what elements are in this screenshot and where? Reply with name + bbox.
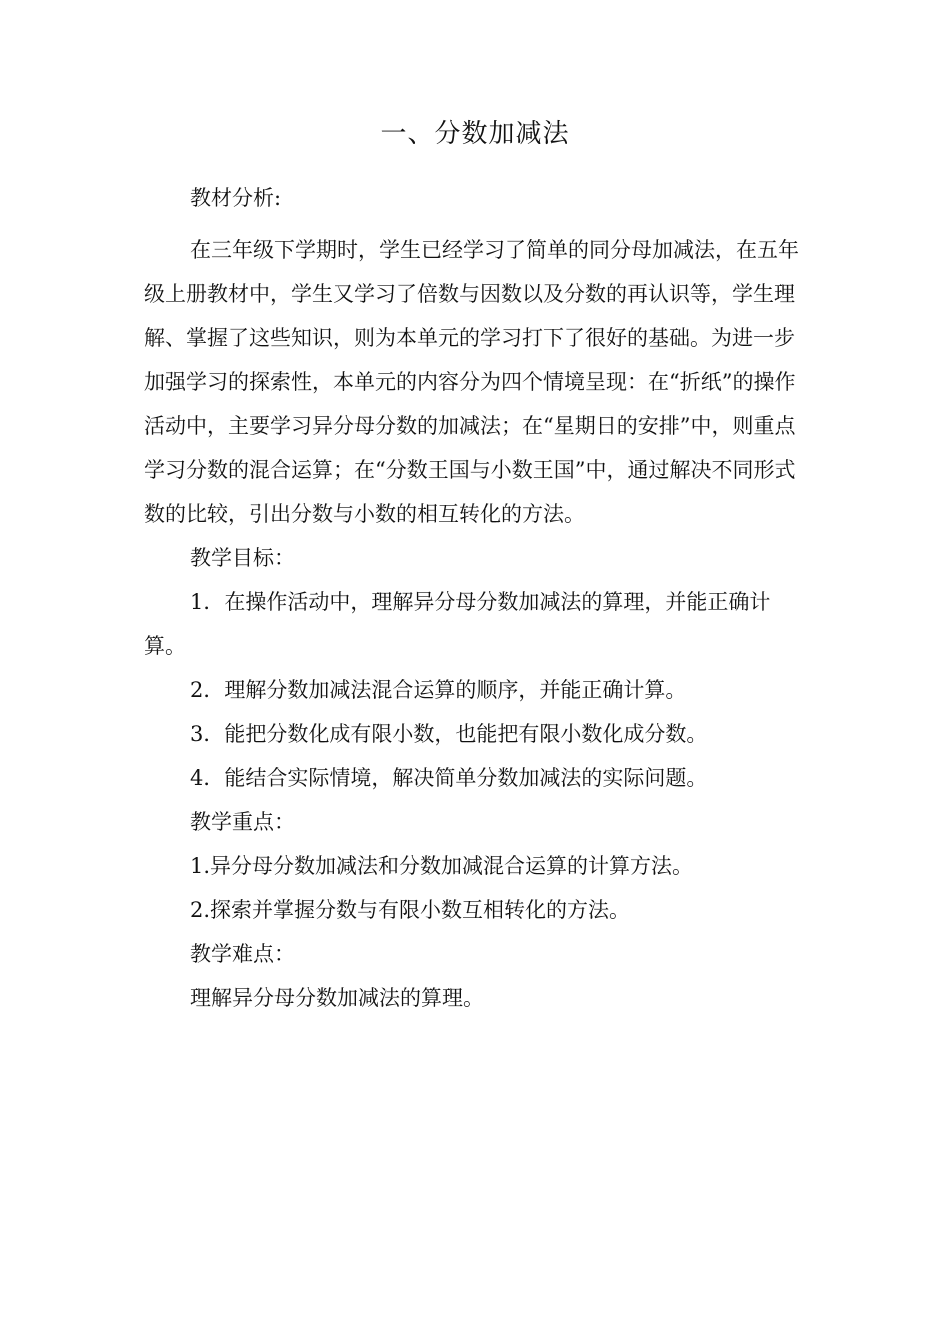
analysis-heading: 教材分析: xyxy=(190,186,282,210)
goals-heading: 教学目标： xyxy=(190,546,295,570)
goal-item-1: 1．在操作活动中，理解异分母分数加减法的算理，并能正确计算。 xyxy=(144,590,771,658)
goal-item-2: 2．理解分数加减法混合运算的顺序，并能正确计算。 xyxy=(190,678,687,702)
key-point-item-1: 1.异分母分数加减法和分数加减混合运算的计算方法。 xyxy=(190,854,694,878)
difficulty-heading: 教学难点： xyxy=(190,942,295,966)
key-point-item-2: 2.探索并掌握分数与有限小数互相转化的方法。 xyxy=(190,898,631,922)
document-body xyxy=(144,176,810,1020)
goal-item-3: 3．能把分数化成有限小数，也能把有限小数化成分数。 xyxy=(190,722,708,746)
page-title: 一、分数加减法 xyxy=(380,119,570,149)
analysis-paragraph: 在三年级下学期时，学生已经学习了简单的同分母加减法，在五年级上册教材中，学生又学习了倍数与因数以及分数的再认识等，学生理解、掌握了这些知识，则为本单元的学习打下了很好的基础。为进一步加强学习的探索性，本单元的内容分为四个情境呈现：在“折纸”的操作活动中，主要学习异分母分数的加减法；在“星期日的安排”中，则重点学习分数的混合运算；在“分数王国与小数王国”中，通过解决不同形式数的比较，引出分数与小数的相互转化的方法。 xyxy=(144,238,799,526)
key-points-heading: 教学重点： xyxy=(190,810,295,834)
difficulty-text: 理解异分母分数加减法的算理。 xyxy=(190,986,484,1010)
goal-item-4: 4．能结合实际情境，解决简单分数加减法的实际问题。 xyxy=(190,766,708,790)
